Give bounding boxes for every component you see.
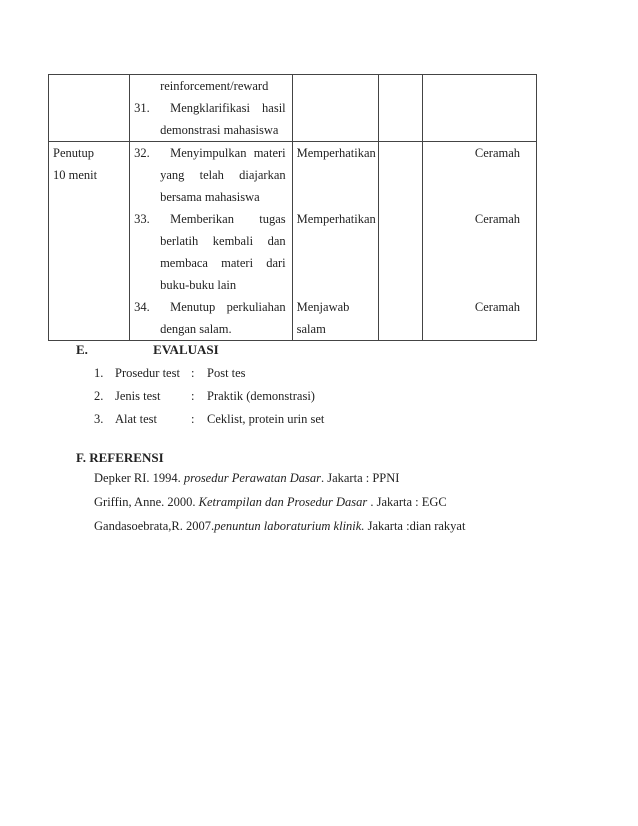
list-item <box>94 408 324 431</box>
response-text: Memperhatikan <box>296 212 376 226</box>
section-heading-referensi: F. REFERENSI <box>76 450 164 465</box>
activity-text: demonstrasi mahasiswa <box>160 123 279 137</box>
activity-text: diajarkan <box>239 168 286 182</box>
activity-text: buku-buku lain <box>160 278 237 292</box>
activity-text: hasil <box>262 101 286 115</box>
activity-text: Menutup <box>170 300 216 314</box>
reference-list <box>94 466 465 538</box>
item-key: Prosedur test <box>115 366 180 380</box>
section-letter: E. <box>76 342 88 357</box>
list-item <box>94 362 324 385</box>
table-cell-phase <box>49 75 130 142</box>
reference-title: Ketrampilan dan Prosedur Dasar <box>198 495 368 509</box>
activity-line <box>130 252 292 274</box>
reference-text: Griffin, Anne. 2000. <box>94 495 199 509</box>
activity-text: kembali <box>212 234 254 248</box>
table-row <box>49 75 537 142</box>
reference-item <box>94 514 465 538</box>
activity-text: Mengklarifikasi <box>170 101 250 115</box>
item-key: Alat test <box>115 412 158 426</box>
activity-text: tugas <box>259 212 286 226</box>
item-number: 33. <box>134 212 150 226</box>
method-text: Ceramah <box>474 146 521 160</box>
item-key: Jenis test <box>115 389 161 403</box>
table-cell-empty <box>378 75 422 142</box>
activity-text: berlatih <box>160 234 199 248</box>
item-value: Praktik (demonstrasi) <box>207 389 315 403</box>
method-text: Ceramah <box>474 212 521 226</box>
section-title: EVALUASI <box>153 342 219 357</box>
item-number: 2. <box>94 389 104 403</box>
response-text: Memperhatikan <box>296 146 376 160</box>
table-cell-empty <box>378 142 422 341</box>
item-colon: : <box>191 389 195 403</box>
section-heading-evaluasi <box>76 342 219 358</box>
item-number: 1. <box>94 366 104 380</box>
activity-text: dan <box>267 234 286 248</box>
activity-text: dengan salam. <box>160 322 232 336</box>
table-cell-method <box>422 142 536 341</box>
activity-text: Memberikan <box>170 212 234 226</box>
table-cell-method <box>422 75 536 142</box>
reference-text: . Jakarta : PPNI <box>320 471 400 485</box>
activity-line <box>130 230 292 252</box>
reference-item <box>94 466 465 490</box>
list-item <box>94 385 324 408</box>
evaluation-list <box>94 362 324 431</box>
activity-item-33 <box>130 208 292 230</box>
reference-title: prosedur Perawatan Dasar <box>183 471 321 485</box>
item-value: Ceklist, protein urin set <box>207 412 325 426</box>
activity-text: bersama mahasiswa <box>160 190 260 204</box>
activity-text: dari <box>266 256 286 270</box>
reference-text: Gandasoebrata,R. 2007. <box>94 519 215 533</box>
table-cell-activity <box>130 75 293 142</box>
item-colon: : <box>191 366 195 380</box>
phase-label: Penutup <box>53 146 94 160</box>
table-cell-response <box>292 142 378 341</box>
item-number: 31. <box>134 101 150 115</box>
table-cell-activity <box>130 142 293 341</box>
activity-item-34 <box>130 296 292 318</box>
activity-item-31 <box>130 97 292 119</box>
activity-item-32 <box>130 142 292 164</box>
table-cell-response <box>292 75 378 142</box>
reference-text: Depker RI. 1994. <box>94 471 184 485</box>
table-cell-phase <box>49 142 130 341</box>
response-text: salam <box>296 322 326 336</box>
activity-text: Menyimpulkan <box>170 146 247 160</box>
item-value: Post tes <box>207 366 246 380</box>
item-colon: : <box>191 412 195 426</box>
activity-line <box>130 164 292 186</box>
activity-text: membaca <box>160 256 208 270</box>
activity-text: perkuliahan <box>226 300 286 314</box>
activity-text: reinforcement/reward <box>160 79 269 93</box>
reference-item <box>94 490 465 514</box>
phase-duration: 10 menit <box>53 168 98 182</box>
lesson-plan-table <box>48 74 537 341</box>
method-text: Ceramah <box>474 300 521 314</box>
reference-text: Jakarta :dian rakyat <box>364 519 466 533</box>
item-number: 34. <box>134 300 150 314</box>
item-number: 3. <box>94 412 104 426</box>
reference-title: penuntun laboraturium klinik. <box>214 519 365 533</box>
activity-text: telah <box>199 168 224 182</box>
activity-text: yang <box>160 168 185 182</box>
response-text: Menjawab <box>296 300 350 314</box>
activity-text: materi <box>221 256 254 270</box>
table-row <box>49 142 537 341</box>
reference-text: . Jakarta : EGC <box>367 495 447 509</box>
activity-text: materi <box>253 146 286 160</box>
item-number: 32. <box>134 146 150 160</box>
